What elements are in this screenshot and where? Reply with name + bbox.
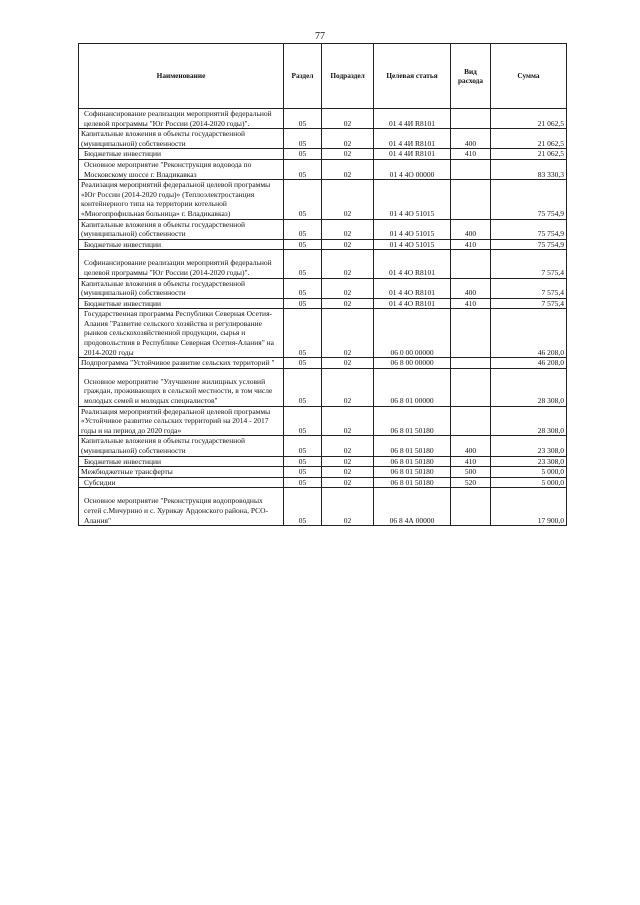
table-row	[79, 436, 567, 456]
cell-section: 05	[284, 406, 322, 436]
cell-type	[451, 309, 491, 358]
cell-subsection: 02	[322, 406, 374, 436]
budget-table	[78, 43, 567, 526]
cell-section: 05	[284, 278, 322, 298]
cell-amount: 28 308,0	[491, 406, 567, 436]
table-row	[79, 406, 567, 436]
cell-amount: 21 062,5	[491, 149, 567, 160]
cell-target: 06 0 00 00000	[374, 309, 451, 358]
cell-target: 06 8 01 00000	[374, 368, 451, 406]
table-row	[79, 358, 567, 369]
cell-subsection: 02	[322, 477, 374, 488]
header-name: Наименование	[79, 44, 284, 109]
table-row	[79, 159, 567, 179]
cell-target: 06 8 01 50180	[374, 456, 451, 467]
cell-section: 05	[284, 368, 322, 406]
cell-amount: 7 575,4	[491, 278, 567, 298]
cell-target: 01 4 4О 51015	[374, 180, 451, 219]
table-row	[79, 129, 567, 149]
cell-section: 05	[284, 309, 322, 358]
header-type: Вид расхода	[451, 44, 491, 109]
cell-subsection: 02	[322, 298, 374, 309]
cell-amount: 75 754,9	[491, 239, 567, 250]
cell-section: 05	[284, 149, 322, 160]
cell-target: 06 8 01 50180	[374, 406, 451, 436]
table-body	[79, 109, 567, 526]
cell-subsection: 02	[322, 358, 374, 369]
cell-name: Реализация мероприятий федеральной целевой программы «Юг России (2014-2020 годы)» (Теплоэлектростанция контейнерного типа на территории котельной «Многопрофильная больница» г. Владикавказ)	[79, 180, 284, 219]
cell-name: Бюджетные инвестиции	[79, 149, 284, 160]
cell-name: Бюджетные инвестиции	[79, 239, 284, 250]
cell-section: 05	[284, 488, 322, 526]
cell-name: Основное мероприятие "Улучшение жилищных условий граждан, проживающих в сельской местности, в том числе молодых семей и молодых специалистов"	[79, 368, 284, 406]
cell-subsection: 02	[322, 309, 374, 358]
cell-name: Межбюджетные трансферты	[79, 467, 284, 478]
cell-subsection: 02	[322, 219, 374, 239]
cell-type	[451, 109, 491, 129]
cell-section: 05	[284, 298, 322, 309]
cell-target: 06 8 4А 00000	[374, 488, 451, 526]
table-row	[79, 298, 567, 309]
cell-section: 05	[284, 239, 322, 250]
cell-section: 05	[284, 477, 322, 488]
cell-subsection: 02	[322, 456, 374, 467]
cell-amount: 46 208,0	[491, 358, 567, 369]
cell-name: Софинансирование реализации мероприятий федеральной целевой программы "Юг России (2014-2020 годы)".	[79, 109, 284, 129]
cell-subsection: 02	[322, 109, 374, 129]
table-row	[79, 278, 567, 298]
cell-target: 01 4 4О 51015	[374, 239, 451, 250]
cell-subsection: 02	[322, 368, 374, 406]
cell-section: 05	[284, 250, 322, 278]
table-row	[79, 109, 567, 129]
cell-name: Капитальные вложения в объекты государственной (муниципальной) собственности	[79, 278, 284, 298]
table-row	[79, 477, 567, 488]
cell-type: 520	[451, 477, 491, 488]
cell-subsection: 02	[322, 180, 374, 219]
cell-subsection: 02	[322, 488, 374, 526]
cell-type: 410	[451, 456, 491, 467]
cell-section: 05	[284, 129, 322, 149]
cell-name: Бюджетные инвестиции	[79, 298, 284, 309]
cell-section: 05	[284, 219, 322, 239]
cell-type: 400	[451, 278, 491, 298]
table-row	[79, 180, 567, 219]
cell-type: 400	[451, 129, 491, 149]
cell-target: 01 4 4О R8101	[374, 250, 451, 278]
cell-amount: 5 000,0	[491, 477, 567, 488]
cell-subsection: 02	[322, 159, 374, 179]
cell-subsection: 02	[322, 129, 374, 149]
cell-target: 01 4 4И R8101	[374, 149, 451, 160]
table-row	[79, 250, 567, 278]
cell-name: Капитальные вложения в объекты государственной (муниципальной) собственности	[79, 129, 284, 149]
cell-amount: 23 308,0	[491, 456, 567, 467]
cell-name: Бюджетные инвестиции	[79, 456, 284, 467]
cell-type: 410	[451, 239, 491, 250]
cell-subsection: 02	[322, 278, 374, 298]
cell-name: Государственная программа Республики Северная Осетия-Алания "Развитие сельского хозяйства и регулирование рынков сельскохозяйственной продукции, сырья и продовольствия в Республике Северная Осетия-Алания" на 2014-2020 годы	[79, 309, 284, 358]
cell-target: 01 4 4О R8101	[374, 298, 451, 309]
cell-type	[451, 250, 491, 278]
cell-type	[451, 358, 491, 369]
cell-amount: 75 754,9	[491, 180, 567, 219]
table-header-row	[79, 44, 567, 109]
cell-amount: 7 575,4	[491, 298, 567, 309]
cell-target: 01 4 4О R8101	[374, 278, 451, 298]
cell-target: 01 4 4И R8101	[374, 129, 451, 149]
header-subsection: Подраздел	[322, 44, 374, 109]
cell-type	[451, 406, 491, 436]
cell-target: 01 4 4О 00000	[374, 159, 451, 179]
cell-type: 500	[451, 467, 491, 478]
cell-amount: 21 062,5	[491, 129, 567, 149]
cell-section: 05	[284, 180, 322, 219]
cell-amount: 75 754,9	[491, 219, 567, 239]
cell-amount: 7 575,4	[491, 250, 567, 278]
cell-name: Реализация мероприятий федеральной целевой программы «Устойчивое развитие сельских территорий на 2014 - 2017 годы и на период до 2020 года»	[79, 406, 284, 436]
header-section: Раздел	[284, 44, 322, 109]
table-row	[79, 239, 567, 250]
cell-type: 400	[451, 436, 491, 456]
cell-name: Софинансирование реализации мероприятий федеральной целевой программы "Юг России (2014-2020 годы)".	[79, 250, 284, 278]
cell-type	[451, 180, 491, 219]
cell-target: 06 8 01 50180	[374, 467, 451, 478]
cell-type: 410	[451, 298, 491, 309]
cell-amount: 21 062,5	[491, 109, 567, 129]
cell-amount: 83 330,3	[491, 159, 567, 179]
header-amount: Сумма	[491, 44, 567, 109]
cell-type	[451, 159, 491, 179]
cell-amount: 23 308,0	[491, 436, 567, 456]
cell-name: Основное мероприятие "Реконструкция водопроводных сетей с.Мичурино и с. Хурикау Ардонского района, РСО-Алания"	[79, 488, 284, 526]
cell-section: 05	[284, 467, 322, 478]
cell-name: Капитальные вложения в объекты государственной (муниципальной) собственности	[79, 436, 284, 456]
cell-name: Основное мероприятие "Реконструкция водовода по Московскому шоссе г. Владикавказ	[79, 159, 284, 179]
cell-name: Подпрограмма "Устойчивое развитие сельских территорий "	[79, 358, 284, 369]
table-row	[79, 488, 567, 526]
table-row	[79, 219, 567, 239]
table-row	[79, 467, 567, 478]
cell-target: 06 8 01 50180	[374, 436, 451, 456]
cell-type: 400	[451, 219, 491, 239]
cell-subsection: 02	[322, 250, 374, 278]
cell-amount: 46 208,0	[491, 309, 567, 358]
cell-section: 05	[284, 358, 322, 369]
cell-amount: 17 900,0	[491, 488, 567, 526]
cell-section: 05	[284, 436, 322, 456]
header-target: Целевая статья	[374, 44, 451, 109]
cell-target: 01 4 4О 51015	[374, 219, 451, 239]
cell-subsection: 02	[322, 239, 374, 250]
cell-amount: 5 000,0	[491, 467, 567, 478]
cell-type	[451, 368, 491, 406]
table-row	[79, 368, 567, 406]
cell-type: 410	[451, 149, 491, 160]
cell-subsection: 02	[322, 149, 374, 160]
page-number: 77	[315, 31, 325, 42]
cell-section: 05	[284, 109, 322, 129]
cell-amount: 28 308,0	[491, 368, 567, 406]
cell-target: 01 4 4И R8101	[374, 109, 451, 129]
table-row	[79, 456, 567, 467]
cell-type	[451, 488, 491, 526]
cell-target: 06 8 00 00000	[374, 358, 451, 369]
cell-name: Субсидии	[79, 477, 284, 488]
cell-subsection: 02	[322, 467, 374, 478]
cell-section: 05	[284, 159, 322, 179]
table-row	[79, 309, 567, 358]
cell-section: 05	[284, 456, 322, 467]
cell-name: Капитальные вложения в объекты государственной (муниципальной) собственности	[79, 219, 284, 239]
table-row	[79, 149, 567, 160]
cell-target: 06 8 01 50180	[374, 477, 451, 488]
cell-subsection: 02	[322, 436, 374, 456]
